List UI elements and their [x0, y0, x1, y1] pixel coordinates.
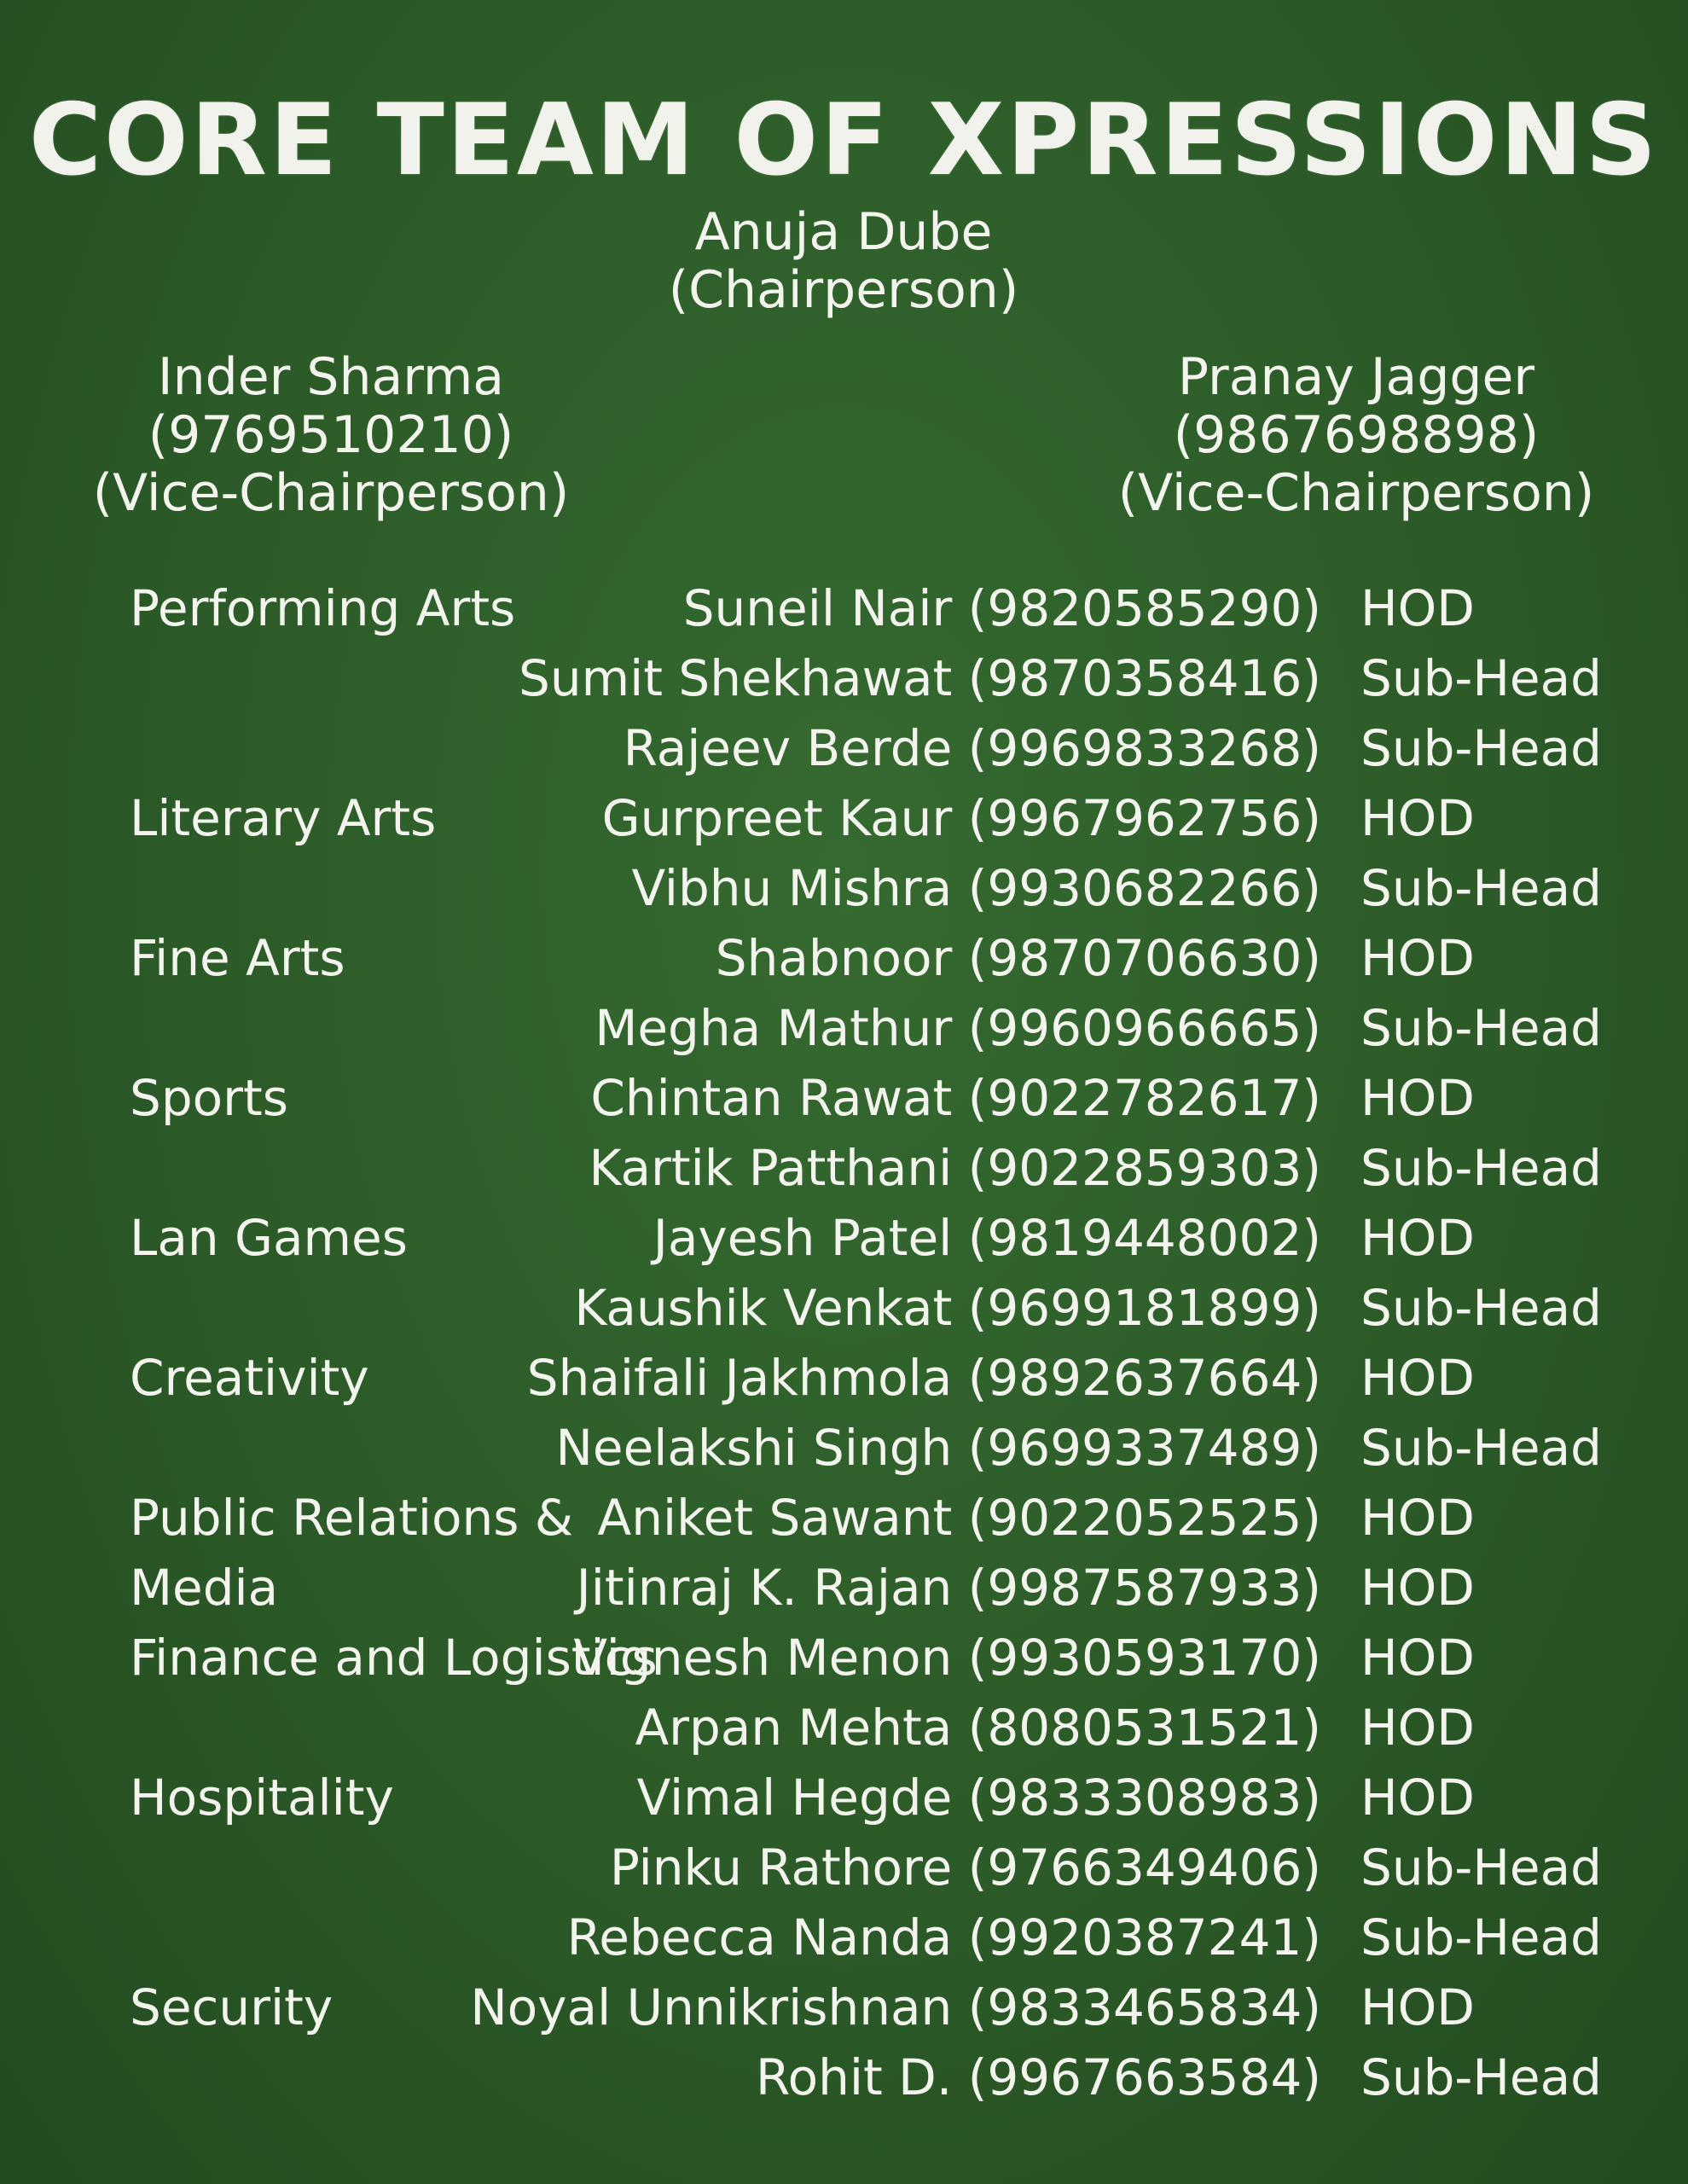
member-role: Sub-Head: [1360, 1838, 1602, 1896]
member-name-phone: Suneil Nair (9820585290): [682, 579, 1321, 637]
roster-row: [0, 1763, 1688, 1833]
member-name-phone: Arpan Mehta (8080531521): [635, 1699, 1321, 1757]
member-name-phone: Kaushik Venkat (9699181899): [574, 1279, 1321, 1337]
roster-row: [0, 1902, 1688, 1972]
member-role: HOD: [1360, 579, 1475, 637]
member-name-phone: Pinku Rathore (9766349406): [609, 1838, 1321, 1896]
member-role: Sub-Head: [1360, 2048, 1602, 2106]
member-name-phone: Aniket Sawant (9022052525): [597, 1489, 1321, 1547]
roster-row: [0, 783, 1688, 853]
department-label: Fine Arts: [130, 929, 345, 987]
member-role: Sub-Head: [1360, 1279, 1602, 1337]
member-name-phone: Chintan Rawat (9022782617): [590, 1069, 1321, 1127]
roster-row: [0, 713, 1688, 783]
member-role: HOD: [1360, 1769, 1475, 1827]
member-role: HOD: [1360, 1069, 1475, 1127]
member-name-phone: Vimal Hegde (9833308983): [636, 1769, 1321, 1827]
department-label: Lan Games: [130, 1209, 408, 1267]
member-name-phone: Shaifali Jakhmola (9892637664): [526, 1349, 1321, 1407]
member-role: HOD: [1360, 1489, 1475, 1547]
member-role: Sub-Head: [1360, 859, 1602, 917]
member-role: Sub-Head: [1360, 1419, 1602, 1477]
roster-row: [0, 1483, 1688, 1553]
member-name-phone: Noyal Unnikrishnan (9833465834): [470, 1978, 1321, 2036]
member-name-phone: Kartik Patthani (9022859303): [589, 1139, 1321, 1197]
department-label: Hospitality: [130, 1769, 394, 1827]
roster-row: [0, 1623, 1688, 1693]
roster-row: [0, 643, 1688, 713]
roster-row: [0, 2042, 1688, 2112]
member-role: HOD: [1360, 1209, 1475, 1267]
member-role: Sub-Head: [1360, 1908, 1602, 1966]
member-name-phone: Rajeev Berde (9969833268): [623, 719, 1321, 777]
member-name-phone: Gurpreet Kaur (9967962756): [601, 789, 1321, 847]
member-role: Sub-Head: [1360, 719, 1602, 777]
member-name-phone: Neelakshi Singh (9699337489): [555, 1419, 1321, 1477]
roster-row: [0, 923, 1688, 993]
roster-row: [0, 1972, 1688, 2042]
vice-chairperson-left: [92, 348, 570, 522]
roster-row: [0, 1693, 1688, 1763]
department-label: Public Relations &: [130, 1489, 574, 1547]
vice-chairperson-name: Inder Sharma: [157, 347, 505, 407]
department-label: Literary Arts: [130, 789, 437, 847]
member-role: HOD: [1360, 1978, 1475, 2036]
member-role: HOD: [1360, 1699, 1475, 1757]
member-role: HOD: [1360, 1559, 1475, 1617]
vice-chairperson-role: (Vice-Chairperson): [1117, 463, 1595, 523]
roster-row: [0, 1273, 1688, 1343]
department-label: Finance and Logistics: [130, 1629, 658, 1687]
member-role: HOD: [1360, 929, 1475, 987]
vice-chairperson-right: [1117, 348, 1595, 522]
roster-row: [0, 853, 1688, 923]
member-name-phone: Megha Mathur (9960966665): [595, 999, 1321, 1057]
member-role: HOD: [1360, 1349, 1475, 1407]
vice-chairperson-role: (Vice-Chairperson): [92, 463, 570, 523]
vice-chairperson-phone: (9867698898): [1173, 405, 1540, 465]
member-role: HOD: [1360, 789, 1475, 847]
member-name-phone: Vignesh Menon (9930593170): [573, 1629, 1321, 1687]
member-name-phone: Jitinraj K. Rajan (9987587933): [576, 1559, 1321, 1617]
member-name-phone: Rohit D. (9967663584): [755, 2048, 1321, 2106]
department-label: Performing Arts: [130, 579, 516, 637]
member-name-phone: Shabnoor (9870706630): [715, 929, 1321, 987]
roster-row: [0, 1203, 1688, 1273]
roster-row: [0, 1553, 1688, 1623]
vice-chairperson-name: Pranay Jagger: [1177, 347, 1535, 407]
roster-row: [0, 993, 1688, 1063]
chairperson-name: Anuja Dube: [694, 202, 993, 262]
team-roster: [0, 573, 1688, 2112]
member-role: Sub-Head: [1360, 999, 1602, 1057]
department-label: Security: [130, 1978, 334, 2036]
member-role: HOD: [1360, 1629, 1475, 1687]
roster-row: [0, 573, 1688, 643]
chairperson-block: [588, 203, 1099, 319]
department-label: Media: [130, 1559, 279, 1617]
member-name-phone: Vibhu Mishra (9930682266): [631, 859, 1321, 917]
member-name-phone: Jayesh Patel (9819448002): [653, 1209, 1321, 1267]
vice-chairperson-phone: (9769510210): [148, 405, 514, 465]
roster-row: [0, 1063, 1688, 1133]
department-label: Sports: [130, 1069, 288, 1127]
roster-row: [0, 1133, 1688, 1203]
roster-row: [0, 1833, 1688, 1902]
page-title: CORE TEAM OF XPRESSIONS: [28, 83, 1660, 198]
member-role: Sub-Head: [1360, 649, 1602, 707]
member-role: Sub-Head: [1360, 1139, 1602, 1197]
department-label: Creativity: [130, 1349, 369, 1407]
roster-row: [0, 1343, 1688, 1413]
chairperson-role: (Chairperson): [668, 260, 1019, 320]
roster-row: [0, 1413, 1688, 1483]
member-name-phone: Rebecca Nanda (9920387241): [566, 1908, 1321, 1966]
member-name-phone: Sumit Shekhawat (9870358416): [519, 649, 1321, 707]
